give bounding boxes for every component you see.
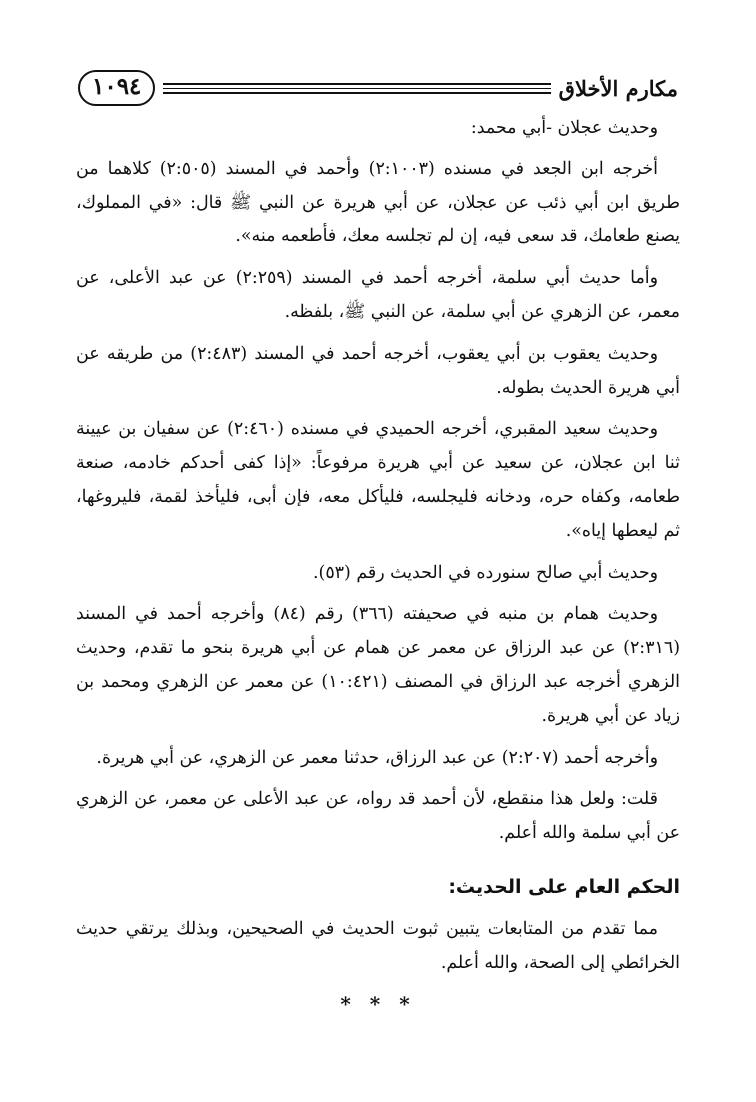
separator-stars: * * * [340, 992, 416, 1017]
paragraph: مما تقدم من المتابعات يتبين ثبوت الحديث في الصحيحين، وبذلك يرتقي حديث الخرائطي إلى الصحة، والله أعلم. [76, 918, 680, 973]
paragraph: وأما حديث أبي سلمة، أخرجه أحمد في المسند (٢:٢٥٩) عن عبد الأعلى، عن معمر، عن الزهري عن أبي سلمة، عن النبي ﷺ، بلفظه. [76, 268, 680, 322]
section-heading: الحكم العام على الحديث: [448, 875, 680, 898]
header-rule [163, 83, 550, 94]
paragraph: أخرجه ابن الجعد في مسنده (٢:١٠٠٣) وأحمد في المسند (٢:٥٠٥) كلاهما من طريق ابن أبي ذئب عن عجلان، عن أبي هريرة عن النبي ﷺ قال: «في المملوك، يصنع طعامك، قد سعى فيه، إن لم تجلسه معك، فأطعمه منه». [76, 158, 680, 247]
page-header [78, 66, 678, 110]
paragraph: وحديث عجلان -أبي محمد: [470, 118, 658, 138]
paragraph: وحديث سعيد المقبري، أخرجه الحميدي في مسنده (٢:٤٦٠) عن سفيان بن عيينة ثنا ابن عجلان، عن سعيد عن أبي هريرة مرفوعاً: «إذا كفى أحدكم خادمه، صنعة طعامه، وكفاه حره، ودخانه فليجلسه، فليأكل معه، فإن أبى، فليأخذ لقمة، فليروغها، ثم ليعطها إياه». [76, 419, 680, 541]
paragraph: وأخرجه أحمد (٢:٢٠٧) عن عبد الرزاق، حدثنا معمر عن الزهري، عن أبي هريرة. [96, 747, 658, 768]
page-number: ١٠٩٤ [78, 70, 155, 106]
paragraph: قلت: ولعل هذا منقطع، لأن أحمد قد رواه، عن عبد الأعلى عن معمر، عن الزهري عن أبي سلمة والله أعلم. [76, 789, 680, 844]
paragraph: وحديث أبي صالح سنورده في الحديث رقم (٥٣). [313, 562, 658, 583]
paragraph: وحديث همام بن منبه في صحيفته (٣٦٦) رقم (٨٤) وأخرجه أحمد في المسند (٢:٣١٦) عن عبد الرزاق عن معمر عن همام عن أبي هريرة بنحو ما تقدم، وحديث الزهري أخرجه عبد الرزاق في المصنف (١٠:٤٢١) عن معمر عن الزهري ومحمد بن زياد عن أبي هريرة. [76, 604, 680, 726]
paragraph: وحديث يعقوب بن أبي يعقوب، أخرجه أحمد في المسند (٢:٤٨٣) من طريقه عن أبي هريرة الحديث بطوله. [76, 343, 680, 398]
page-body [76, 112, 680, 1022]
book-title: مكارم الأخلاق [558, 75, 678, 101]
